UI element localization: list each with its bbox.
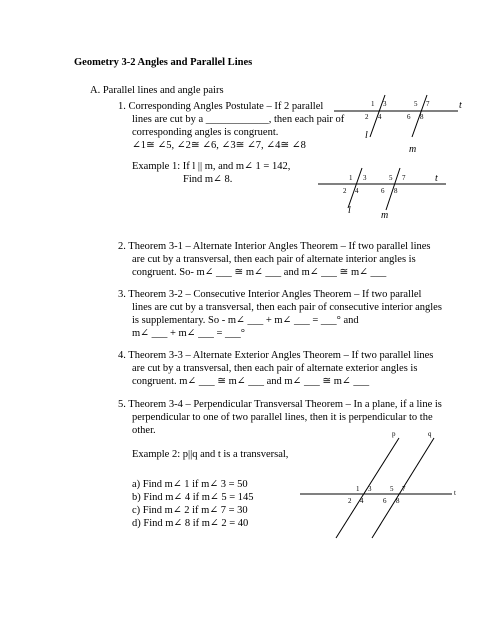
- figure3-angle-5: 5: [390, 485, 394, 493]
- item2-line1: 2. Theorem 3-1 – Alternate Interior Angles Theorem – If two parallel lines: [118, 241, 431, 252]
- item2-line3: congruent. So- m∠ ___ ≅ m∠ ___ and m∠ ___ ≅ m∠ ___: [132, 267, 387, 278]
- item4-line2: are cut by a transversal, then each pair of alternate exterior angles is: [132, 363, 418, 374]
- section-a-heading: A. Parallel lines and angle pairs: [90, 85, 224, 96]
- item4-line1: 4. Theorem 3-3 – Alternate Exterior Angles Theorem – If two parallel lines: [118, 350, 434, 361]
- figure3-label-q: q: [428, 430, 432, 438]
- figure2-label-m: m: [381, 210, 389, 221]
- figure2-angle-5: 5: [389, 174, 393, 182]
- figure1-angle-7: 7: [426, 100, 430, 108]
- item1-line1: 1. Corresponding Angles Postulate – If 2 parallel: [118, 101, 324, 112]
- example2-question-c: c) Find m∠ 2 if m∠ 7 = 30: [132, 505, 248, 516]
- figure2-angle-4: 4: [355, 187, 359, 195]
- figure3-angle-7: 7: [402, 485, 406, 493]
- figure1-label-t: t: [459, 100, 462, 111]
- item1-line2: lines are cut by a ____________, then each pair of: [132, 114, 345, 125]
- figure2-angle-1: 1: [349, 174, 353, 182]
- example1-line2: Find m∠ 8.: [183, 174, 233, 185]
- figure3-label-t: t: [454, 489, 456, 497]
- figure3-angle-3: 3: [368, 485, 372, 493]
- figure3-label-p: p: [392, 430, 396, 438]
- figure1-label-m: m: [409, 144, 417, 155]
- figure2-parallel-lines-diagram: [318, 168, 458, 228]
- figure2-angle-3: 3: [363, 174, 367, 182]
- example2-intro: Example 2: p||q and t is a transversal,: [132, 449, 289, 460]
- figure1-angle-1: 1: [371, 100, 375, 108]
- example1-line1: Example 1: If l || m, and m∠ 1 = 142,: [132, 161, 291, 172]
- figure3-angle-8: 8: [396, 497, 400, 505]
- figure1-angle-3: 3: [383, 100, 387, 108]
- figure3-parallel-lines-diagram: [300, 428, 470, 540]
- item2-line2: are cut by a transversal, then each pair of alternate interior angles is: [132, 254, 416, 265]
- figure2-angle-6: 6: [381, 187, 385, 195]
- item3-line1: 3. Theorem 3-2 – Consecutive Interior Angles Theorem – If two parallel: [118, 289, 422, 300]
- item5-line3: other.: [132, 425, 156, 436]
- figure1-angle-4: 4: [378, 113, 382, 121]
- item3-line3: is supplementary. So - m∠ ___ + m∠ ___ = ___° and: [132, 315, 359, 326]
- example2-question-a: a) Find m∠ 1 if m∠ 3 = 50: [132, 479, 248, 490]
- figure3-angle-2: 2: [348, 497, 352, 505]
- figure2-angle-8: 8: [394, 187, 398, 195]
- example2-question-b: b) Find m∠ 4 if m∠ 5 = 145: [132, 492, 254, 503]
- figure3-angle-4: 4: [360, 497, 364, 505]
- figure2-angle-2: 2: [343, 187, 347, 195]
- page-title: Geometry 3-2 Angles and Parallel Lines: [74, 57, 253, 68]
- figure1-angle-5: 5: [414, 100, 418, 108]
- example2-question-d: d) Find m∠ 8 if m∠ 2 = 40: [132, 518, 249, 529]
- figure1-angle-2: 2: [365, 113, 369, 121]
- figure2-label-t: t: [435, 173, 438, 184]
- item5-line1: 5. Theorem 3-4 – Perpendicular Transversal Theorem – In a plane, if a line is: [118, 399, 442, 410]
- figure1-angle-6: 6: [407, 113, 411, 121]
- figure3-angle-1: 1: [356, 485, 360, 493]
- figure1-parallel-lines-diagram: [330, 95, 470, 155]
- figure2-label-l: l: [348, 205, 351, 216]
- figure2-angle-7: 7: [402, 174, 406, 182]
- figure1-angle-8: 8: [420, 113, 424, 121]
- item3-line4: m∠ ___ + m∠ ___ = ___°: [132, 328, 245, 339]
- figure1-label-l: l: [365, 130, 368, 141]
- figure3-angle-6: 6: [383, 497, 387, 505]
- item5-line2: perpendicular to one of two parallel lines, then it is perpendicular to the: [132, 412, 433, 423]
- item1-angle-pairs: ∠1≅ ∠5, ∠2≅ ∠6, ∠3≅ ∠7, ∠4≅ ∠8: [132, 140, 306, 151]
- item4-line3: congruent. m∠ ___ ≅ m∠ ___ and m∠ ___ ≅ m∠ ___: [132, 376, 370, 387]
- item3-line2: lines are cut by a transversal, then each pair of consecutive interior angles: [132, 302, 442, 313]
- item1-line3: corresponding angles is congruent.: [132, 127, 279, 138]
